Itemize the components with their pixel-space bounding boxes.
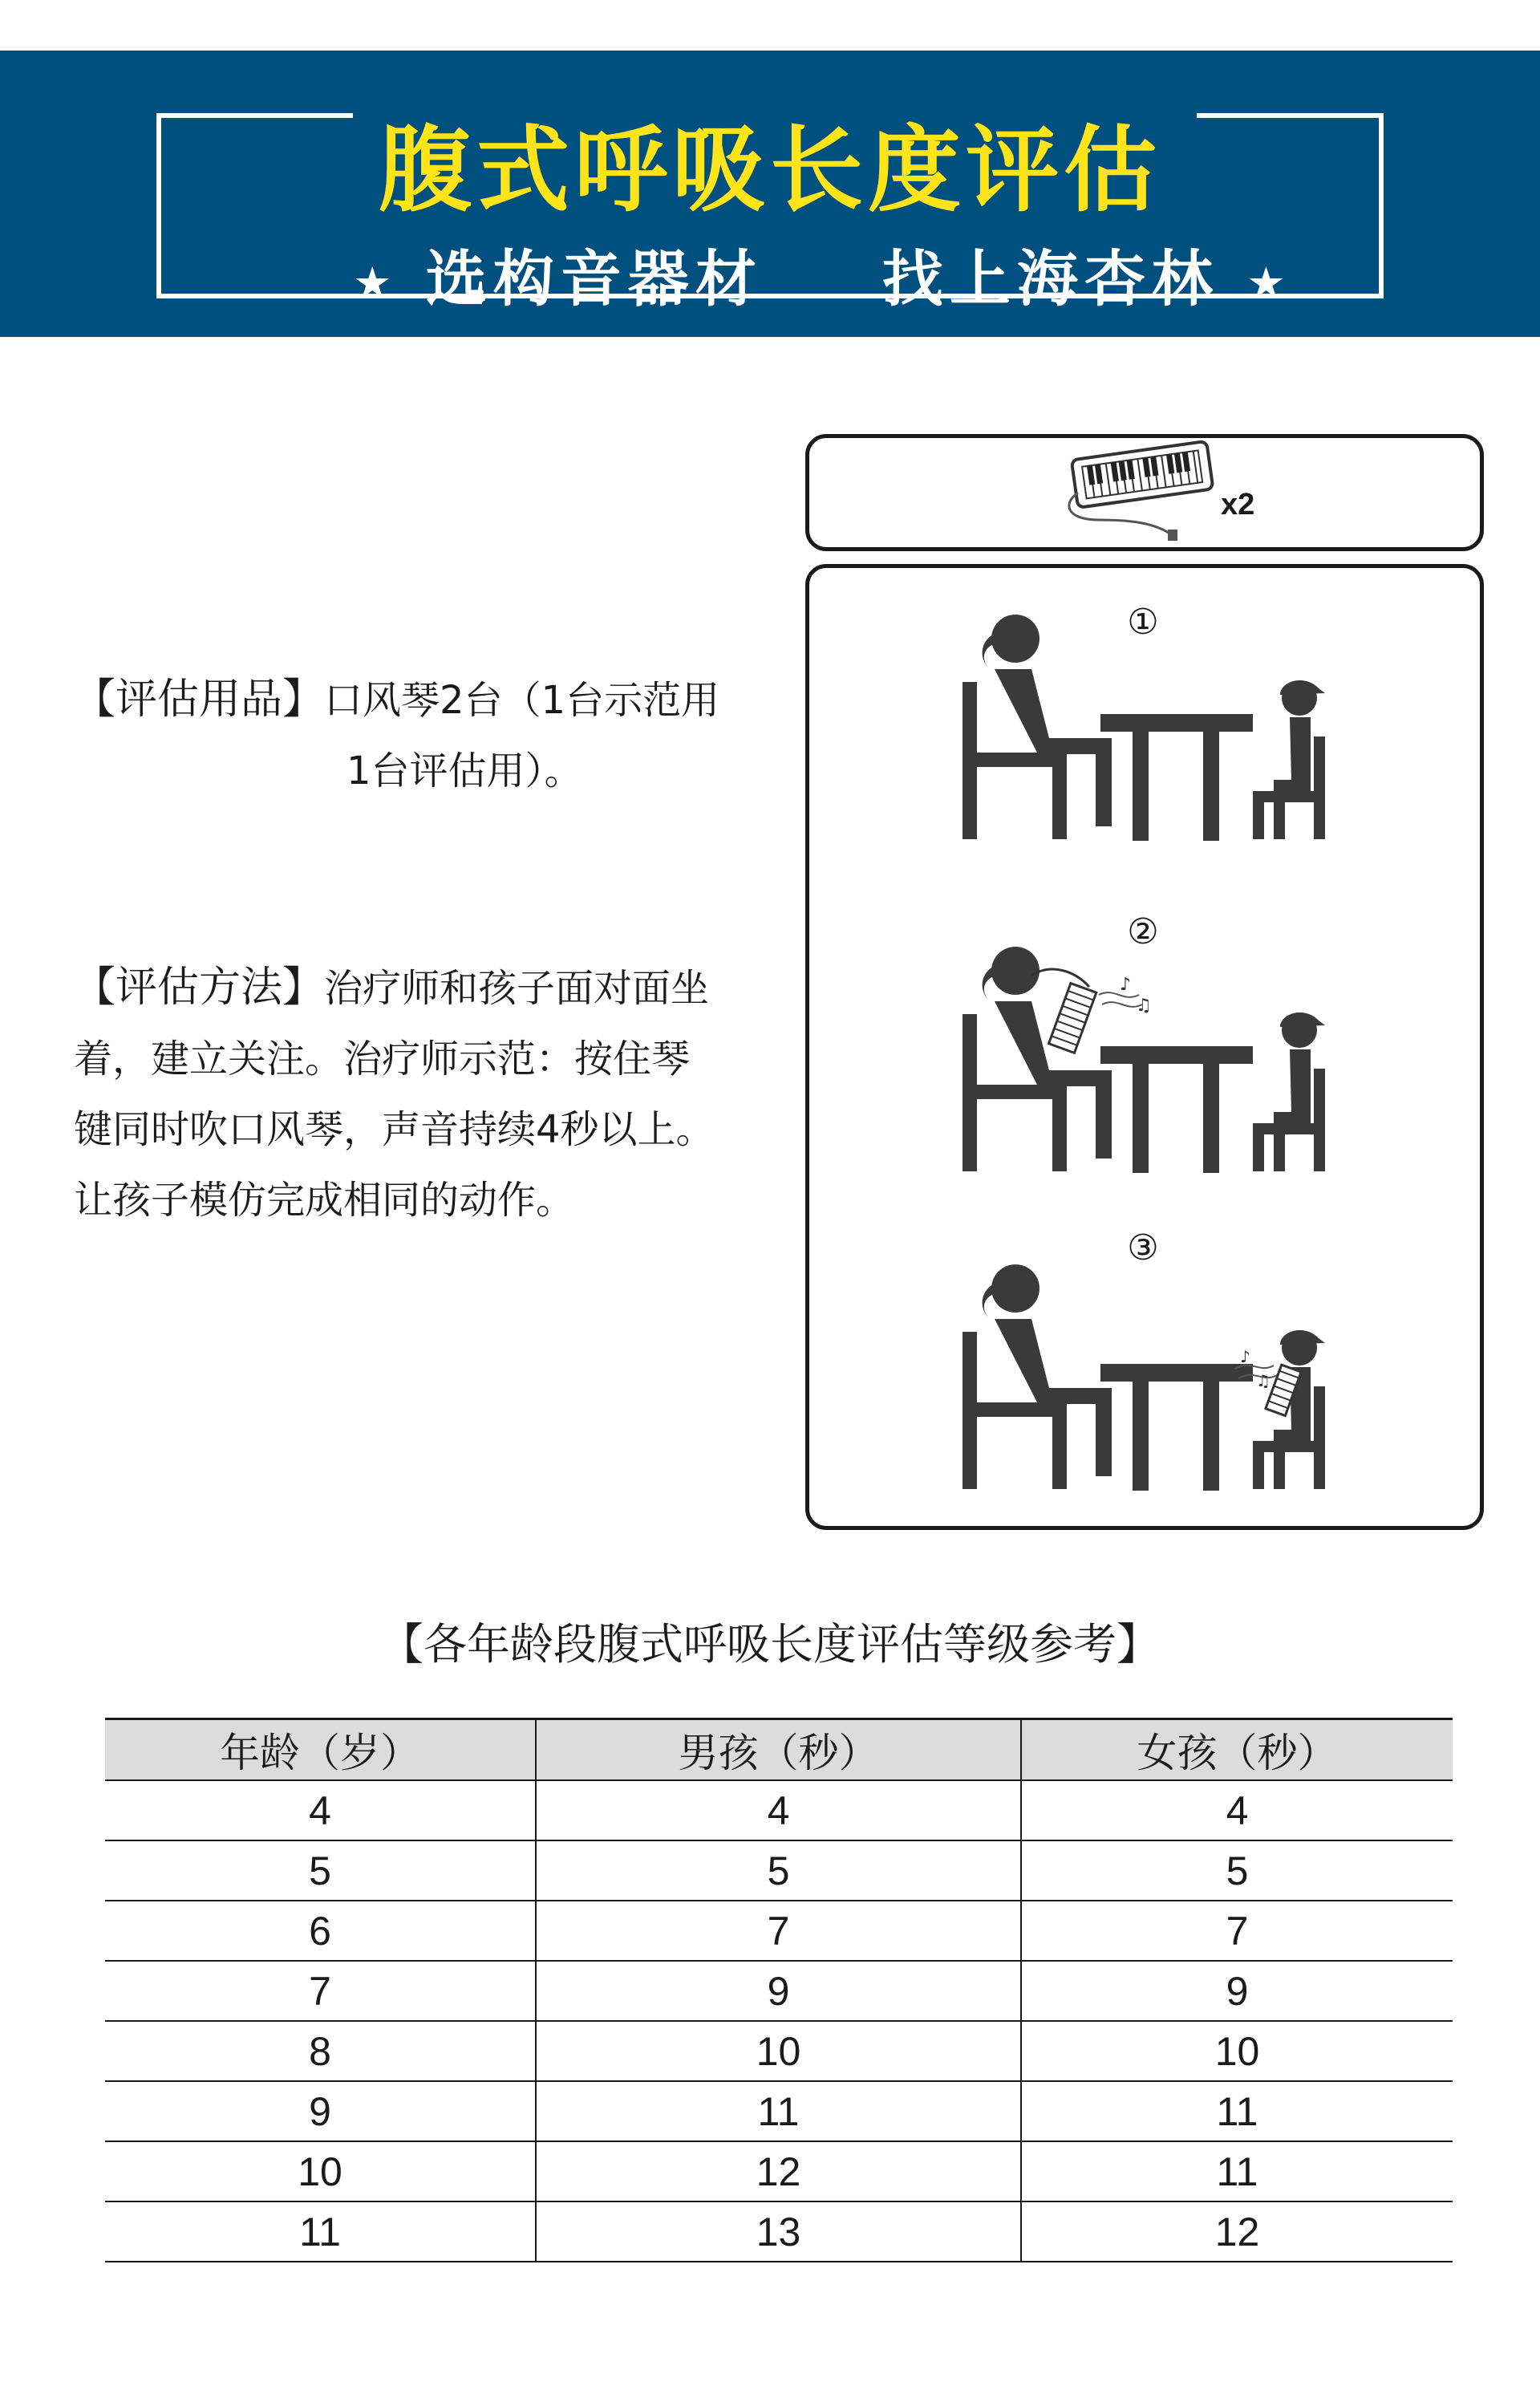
table-row [105, 1780, 1453, 1840]
cell-age: 11 [105, 2201, 536, 2262]
cell-boys: 5 [536, 1840, 1021, 1901]
cell-age: 4 [105, 1780, 536, 1840]
method-section [74, 952, 780, 1236]
cell-girls: 9 [1021, 1961, 1453, 2021]
cell-age: 7 [105, 1961, 536, 2021]
svg-text:♪: ♪ [1120, 975, 1132, 995]
table-row [105, 1961, 1453, 2021]
frame-right [1379, 113, 1384, 298]
svg-text:♪: ♪ [1240, 1347, 1250, 1366]
frame-top-left [156, 113, 353, 118]
table-row [105, 2141, 1453, 2201]
star-icon: ★ [1246, 258, 1292, 308]
page-subtitle [353, 235, 1292, 327]
cell-girls: 11 [1021, 2141, 1453, 2201]
method-line-1: 治疗师和孩子面对面坐 [324, 966, 710, 1011]
cell-boys: 13 [536, 2201, 1021, 2262]
scene-3-illustration [954, 1256, 1339, 1497]
star-icon: ★ [353, 258, 399, 308]
table-row [105, 2021, 1453, 2081]
cell-girls: 5 [1021, 1840, 1453, 1901]
header-boys: 男孩（秒） [536, 1719, 1021, 1781]
cell-boys: 12 [536, 2141, 1021, 2201]
frame-top-right [1197, 113, 1384, 118]
reference-table [105, 1718, 1453, 2262]
header-girls: 女孩（秒） [1021, 1719, 1453, 1781]
table-row [105, 1840, 1453, 1901]
quantity-label: x2 [1221, 488, 1255, 521]
cell-girls: 4 [1021, 1780, 1453, 1840]
cell-boys: 4 [536, 1780, 1021, 1840]
cell-age: 9 [105, 2081, 536, 2141]
table-row [105, 1901, 1453, 1961]
step-number-1: ① [1127, 602, 1159, 643]
cell-age: 8 [105, 2021, 536, 2081]
cell-age: 10 [105, 2141, 536, 2201]
cell-boys: 10 [536, 2021, 1021, 2081]
method-line-2: 着，建立关注。治疗师示范：按住琴 [74, 1037, 691, 1081]
table-header-row [105, 1719, 1453, 1781]
cell-girls: 7 [1021, 1901, 1453, 1961]
scene-2-illustration [954, 939, 1339, 1179]
method-line-3: 键同时吹口风琴，声音持续4秒以上。 [74, 1107, 715, 1152]
cell-boys: 11 [536, 2081, 1021, 2141]
page-title: 腹式呼吸长度评估 [379, 116, 1161, 225]
method-line-4: 让孩子模仿完成相同的动作。 [74, 1178, 575, 1223]
supplies-label: 【评估用品】 [74, 676, 325, 724]
cell-boys: 7 [536, 1901, 1021, 1961]
cell-age: 5 [105, 1840, 536, 1901]
cell-boys: 9 [536, 1961, 1021, 2021]
melodica-icon [1051, 440, 1227, 544]
supplies-line-2: 1台评估用）。 [346, 749, 583, 793]
subtitle-left: 选构音器材 [425, 243, 763, 314]
supplies-section [74, 664, 772, 806]
svg-text:♫: ♫ [1136, 996, 1152, 1016]
supplies-line-1: 口风琴2台（1台示范用 [324, 678, 720, 723]
svg-text:♫: ♫ [1256, 1371, 1270, 1390]
header-age: 年龄（岁） [105, 1719, 536, 1781]
table-title: 【各年龄段腹式呼吸长度评估等级参考】 [380, 1619, 1160, 1670]
method-label: 【评估方法】 [74, 964, 325, 1012]
cell-girls: 11 [1021, 2081, 1453, 2141]
subtitle-right: 找上海杏林 [881, 243, 1219, 314]
scene-1-illustration [954, 610, 1339, 842]
step-number-2: ② [1127, 911, 1159, 952]
cell-age: 6 [105, 1901, 536, 1961]
table-row [105, 2081, 1453, 2141]
cell-girls: 12 [1021, 2201, 1453, 2262]
cell-girls: 10 [1021, 2021, 1453, 2081]
frame-left [156, 113, 161, 298]
table-row [105, 2201, 1453, 2262]
header-banner [0, 51, 1540, 337]
step-number-3: ③ [1127, 1228, 1159, 1268]
